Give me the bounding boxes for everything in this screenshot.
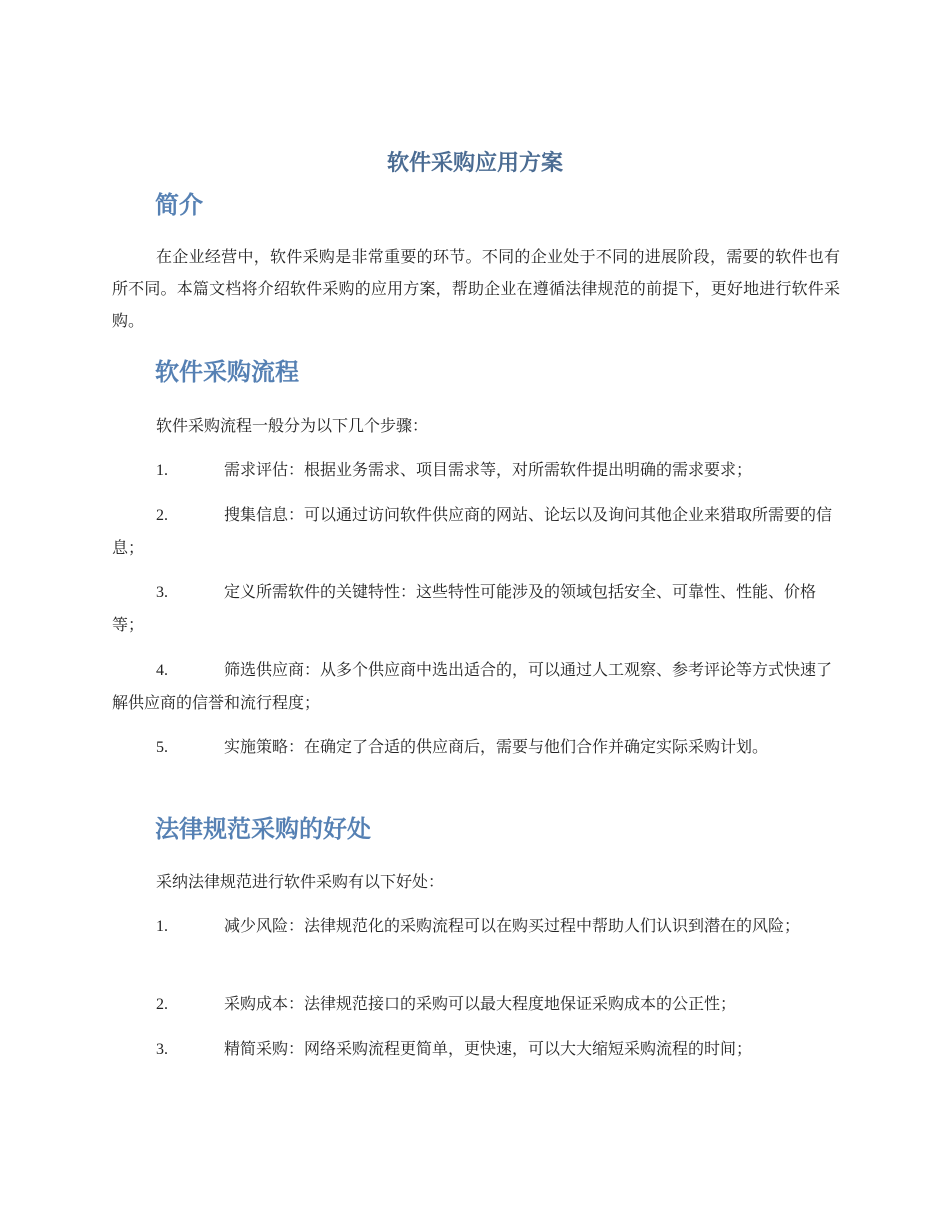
section-heading-intro: 简介 (155, 191, 203, 219)
list-item (112, 576, 840, 641)
list-item (112, 910, 840, 943)
benefits-intro: 采纳法律规范进行软件采购有以下好处： (156, 872, 445, 891)
list-item (112, 654, 840, 719)
list-item-number: 4. (156, 662, 168, 679)
list-item-text: 减少风险：法律规范化的采购流程可以在购买过程中帮助人们认识到潜在的风险； (224, 916, 801, 935)
list-item-number: 1. (156, 462, 168, 479)
section-heading-benefits: 法律规范采购的好处 (155, 815, 371, 843)
list-item-number: 2. (156, 996, 168, 1013)
list-item-number: 3. (156, 584, 168, 601)
section-heading-process: 软件采购流程 (155, 358, 299, 386)
list-item-text: 搜集信息：可以通过访问软件供应商的网站、论坛以及询问其他企业来猎取所需要的信息； (112, 505, 833, 557)
list-item (112, 988, 840, 1021)
document-title: 软件采购应用方案 (386, 151, 563, 176)
list-item-number: 5. (156, 739, 168, 756)
list-item (112, 454, 840, 487)
list-item-number: 2. (156, 507, 168, 524)
list-item-number: 3. (156, 1041, 168, 1058)
list-item-text: 定义所需软件的关键特性：这些特性可能涉及的领域包括安全、可靠性、性能、价格等； (112, 582, 817, 634)
list-item (112, 1033, 840, 1066)
intro-paragraph: 在企业经营中，软件采购是非常重要的环节。不同的企业处于不同的进展阶段，需要的软件也有所不同。本篇文档将介绍软件采购的应用方案，帮助企业在遵循法律规范的前提下，更好地进行软件采购。 (112, 247, 840, 330)
process-intro: 软件采购流程一般分为以下几个步骤： (156, 416, 429, 435)
list-item (112, 731, 840, 764)
list-item-text: 实施策略：在确定了合适的供应商后，需要与他们合作并确定实际采购计划。 (224, 737, 769, 756)
list-item-text: 精简采购：网络采购流程更简单，更快速，可以大大缩短采购流程的时间； (224, 1039, 753, 1058)
list-item-text: 采购成本：法律规范接口的采购可以最大程度地保证采购成本的公正性； (224, 994, 737, 1013)
list-item-number: 1. (156, 918, 168, 935)
list-item (112, 499, 840, 564)
list-item-text: 筛选供应商：从多个供应商中选出适合的，可以通过人工观察、参考评论等方式快速了解供应商的信誉和流行程度； (112, 660, 833, 712)
list-item-text: 需求评估：根据业务需求、项目需求等，对所需软件提出明确的需求要求； (224, 460, 753, 479)
